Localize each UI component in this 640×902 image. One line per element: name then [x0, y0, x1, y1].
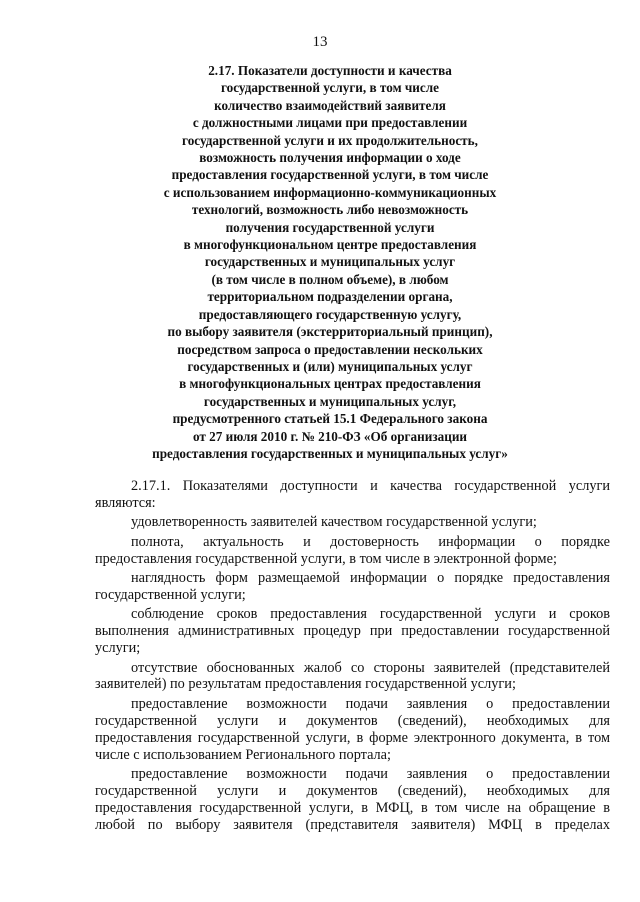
paragraph: предоставление возможности подачи заявления о предоставлении государственной услуги и документов (сведений), необходимых для предоставления государственной услуги, в МФЦ, в том числе на обращение в любой по выбору заявителя (представителя заявителя) МФЦ в пределах — [95, 766, 610, 833]
heading-line: предоставления государственных и муниципальных услуг» — [152, 445, 508, 461]
heading-line: количество взаимодействий заявителя — [214, 97, 446, 113]
heading-line: (в том числе в полном объеме), в любом — [211, 271, 449, 287]
heading-line: территориальном подразделении органа, — [207, 289, 453, 305]
heading-line: предоставляющего государственную услугу, — [198, 306, 462, 322]
heading-line: государственной услуги, в том числе — [221, 80, 439, 96]
heading-line: технологий, возможность либо невозможность — [191, 202, 469, 218]
body-text — [95, 478, 610, 851]
heading-line: государственных и муниципальных услуг, — [203, 393, 457, 409]
heading-line: 2.17. Показатели доступности и качества — [208, 63, 452, 78]
heading-line: в многофункциональных центрах предоставления — [179, 376, 481, 392]
heading-line: государственной услуги и их продолжительность, — [182, 132, 478, 148]
heading-line: государственных и муниципальных услуг — [204, 254, 456, 270]
heading-line: государственных и (или) муниципальных услуг — [187, 358, 473, 374]
paragraph: 2.17.1. Показателями доступности и качества государственной услуги являются: — [95, 478, 610, 511]
section-heading — [120, 62, 540, 462]
paragraph: предоставление возможности подачи заявления о предоставлении государственной услуги и документов (сведений), необходимых для предоставления государственной услуги, в форме электронного документа, в том числе с использованием Регионального портала; — [95, 695, 610, 763]
heading-line: в многофункциональном центре предоставления — [183, 237, 477, 253]
heading-line: по выбору заявителя (экстерриториальный принцип), — [167, 324, 493, 340]
paragraph: полнота, актуальность и достоверность информации о порядке предоставления государственной услуги, в том числе в электронной форме; — [95, 533, 610, 567]
heading-line: от 27 июля 2010 г. № 210-ФЗ «Об организации — [192, 428, 468, 444]
heading-line: с должностными лицами при предоставлении — [192, 115, 468, 131]
heading-line: посредством запроса о предоставлении нескольких — [177, 341, 483, 357]
paragraph: удовлетворенность заявителей качеством государственной услуги; — [131, 514, 537, 531]
heading-line: получения государственной услуги — [225, 219, 435, 235]
paragraph: наглядность форм размещаемой информации о порядке предоставления государственной услуги; — [95, 570, 610, 603]
heading-line: предусмотренного статьей 15.1 Федерального закона — [172, 411, 488, 427]
paragraph: отсутствие обоснованных жалоб со стороны заявителей (представителей заявителей) по результатам предоставления государственной услуги; — [95, 659, 610, 693]
heading-line: предоставления государственной услуги, в том числе — [171, 167, 489, 183]
paragraph: соблюдение сроков предоставления государственной услуги и сроков выполнения административных процедур при предоставлении государственной услуги; — [95, 606, 610, 657]
page-number: 13 — [312, 34, 328, 50]
heading-line: с использованием информационно-коммуникационных — [163, 184, 497, 200]
heading-line: возможность получения информации о ходе — [199, 150, 461, 166]
